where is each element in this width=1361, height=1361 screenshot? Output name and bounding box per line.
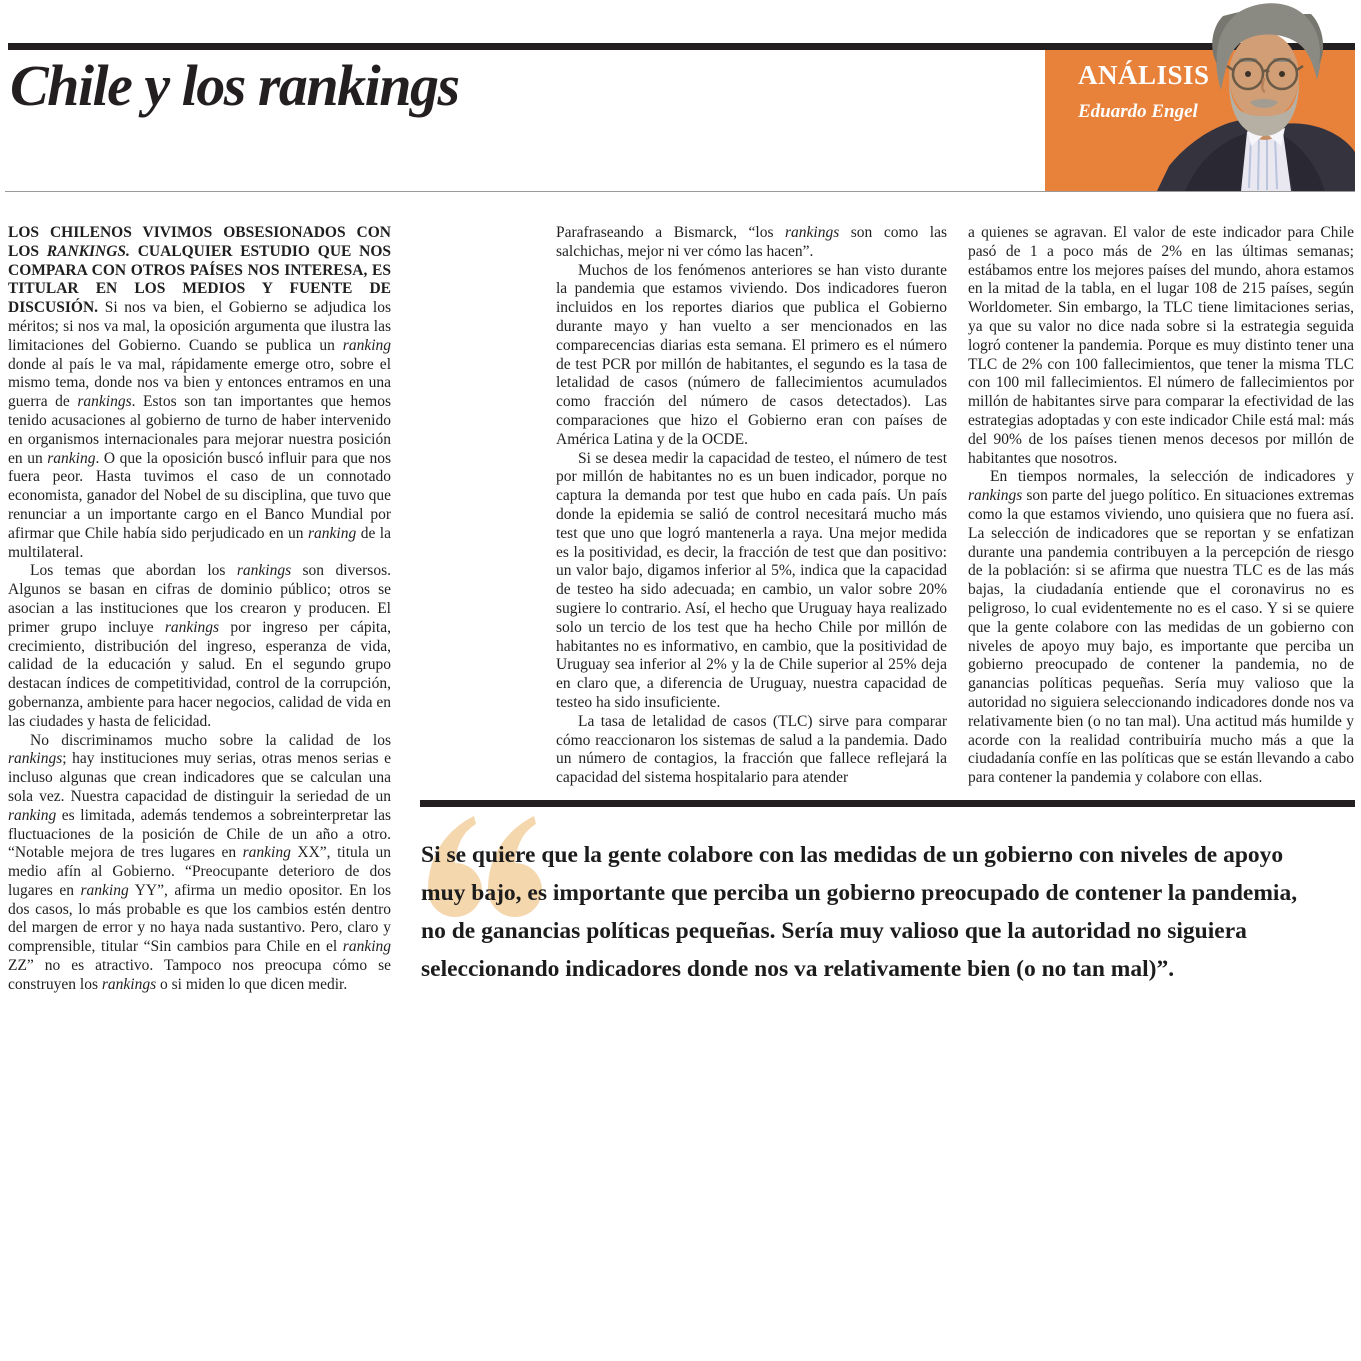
author-byline: Eduardo Engel — [1078, 101, 1198, 122]
paragraph: Los temas que abordan los rankings son diversos. Algunos se basan en cifras de dominio público; otros se asocian a las instituciones que los crearon y producen. El primer grupo incluye rankings por ingreso per cápita, crecimiento, distribución del ingreso, esperanza de vida, calidad de la educación y salud. En el segundo grupo destacan índices de competitividad, control de la corrupción, gobernanza, ambiente para hacer negocios, calidad de vida en las ciudades y hasta de felicidad. — [8, 562, 392, 730]
paragraph: La tasa de letalidad de casos (TLC) sirve para comparar cómo reaccionaron los sistemas de salud a la pandemia. Dado un número de contagios, la fracción que fallece reflejará la capacidad del sistema hospitalario para atender — [556, 712, 947, 787]
page-title: Chile y los rankings — [10, 53, 459, 118]
author-photo — [1155, 0, 1355, 191]
header-rule-thick — [8, 43, 1355, 50]
article-column-2 — [556, 224, 947, 788]
paragraph: En tiempos normales, la selección de indicadores y rankings son parte del juego político. En situaciones extremas como la que estamos viviendo, uno quisiera que no fuera así. La selección de indicadores que se reportan y se enfatizan durante una pandemia contribuyen a la percepción de riesgo de la población: si se afirma que nuestra TLC es de las más bajas, la ciudadanía entiende que el coronavirus no es peligroso, lo cual evidentemente no es el caso. Y si se quiere que la gente colabore con las medidas de un gobierno con niveles de apoyo muy bajo, es importante que perciba un gobierno preocupado de contener la pandemia, no de ganancias políticas pequeñas. Sería muy valioso que la autoridad no siguiera seleccionando indicadores donde nos va relativamente bien (o no tan mal). Una actitud más humilde y acorde con la realidad contribuiría mucho más a que la ciudadanía confíe en las políticas que se están llevando a cabo para contener la pandemia y colabore con ellas. — [968, 468, 1354, 787]
paragraph: No discriminamos mucho sobre la calidad de los rankings; hay instituciones muy serias, otras menos serias e incluso algunas que crean indicadores que se calculan una sola vez. Nuestra capacidad de distinguir la seriedad de un ranking es limitada, además tendemos a sobreinterpretar las fluctuaciones de la posición de Chile de un año a otro. “Notable mejora de tres lugares en ranking XX”, titula un medio afín al Gobierno. “Preocupante deterioro de dos lugares en ranking YY”, afirma un medio opositor. En los dos casos, lo más probable es que los cambios estén dentro del margen de error y no haya nada sustantivo. Pero, claro y comprensible, titular “Sin cambios para Chile en el ranking ZZ” no es atractivo. Tampoco nos preocupa cómo se construyen los rankings o si miden lo que dicen medir. — [8, 731, 391, 993]
header-rule-thin — [5, 191, 1355, 192]
article-column-3 — [968, 224, 1354, 788]
pull-quote-text: Si se quiere que la gente colabore con las medidas de un gobierno con niveles de apoyo muy bajo, es importante que perciba un gobierno preocupado de contener la pandemia, no de ganancias políticas pequeñas. Sería muy valioso que la autoridad no siguiera seleccionando indicadores donde nos va relativamente bien (o no tan mal)”. — [421, 842, 1298, 982]
article-column-1 — [8, 224, 391, 995]
pull-quote-rule — [420, 800, 1355, 807]
paragraph: a quienes se agravan. El valor de este indicador para Chile pasó de 1 a poco más de 2% en las últimas semanas; estábamos entre los mejores países del mundo, ahora estamos en la mitad de la tabla, en el lugar 108 de 215 países, según Worldometer. Sin embargo, la TLC tiene limitaciones serias, ya que su valor no dice nada sobre si la estrategia seguida logró contener la pandemia. Porque es muy distinto tener una TLC de 2% con 100 fallecimientos, que tener la misma TLC con 100 mil fallecimientos. El número de fallecimientos por millón de habitantes sirve para comparar la efectividad de las estrategias adoptadas y con este indicador Chile está mal: más del 90% de los países tienen menos decesos por millón de habitantes que nosotros. — [968, 224, 1354, 467]
paragraph: Muchos de los fenómenos anteriores se han visto durante la pandemia que estamos viviendo. Dos indicadores fueron incluidos en los reportes diarios que publica el Gobierno durante mayo y han vuelto a ser mencionados en las comparecencias diarias esta semana. El primero es el número de test PCR por millón de habitantes, el segundo es la tasa de letalidad de casos (número de fallecimientos acumulados como fracción del número de casos detectados). Las comparaciones que hizo el Gobierno eran con países de América Latina y de la OCDE. — [556, 261, 947, 448]
section-kicker: ANÁLISIS — [1078, 60, 1210, 90]
paragraph: LOS CHILENOS VIVIMOS OBSESIONADOS CON LOS RANKINGS. CUALQUIER ESTUDIO QUE NOS COMPARA CON OTROS PAÍSES NOS INTERESA, ES TITULAR EN LOS MEDIOS Y FUENTE DE DISCUSIÓN. Si nos va bien, el Gobierno se adjudica los méritos; si nos va mal, la oposición argumenta que ilustra las limitaciones del Gobierno. Cuando se publica un ranking donde al país le va mal, rápidamente emerge otro, sobre el mismo tema, donde nos va bien y entonces entramos en una guerra de rankings. Estos son tan importantes que hemos tenido acusaciones al gobierno de turno de haber intervenido en organismos internacionales para mejorar nuestra posición en un ranking. O que la oposición buscó influir para que nos fuera peor. Hasta tuvimos el caso de un connotado economista, ganador del Nobel de su disciplina, que tuvo que renunciar a un importante cargo en el Banco Mundial por afirmar que Chile había sido perjudicado en un ranking de la multilateral. — [8, 224, 391, 561]
paragraph: Parafraseando a Bismarck, “los rankings son como las salchichas, mejor ni ver cómo las hacen”. — [556, 224, 947, 260]
paragraph: Si se desea medir la capacidad de testeo, el número de test por millón de habitantes no es un buen indicador, porque no captura la demanda por test que hubo en cada país. Un país donde la epidemia se salió de control necesitará mucho más test que uno que logró mantenerla a raya. Una mejor medida es la positividad, es decir, la fracción de test que dan positivo: un valor bajo, digamos inferior al 5%, indica que la capacidad de testeo ha sido adecuada; en cambio, un valor sobre 20% sugiere lo contrario. Así, el hecho que Uruguay haya realizado solo un tercio de los test que ha hecho Chile por millón de habitantes no es informativo, en cambio, que la positividad de Uruguay sea inferior al 2% y la de Chile superior al 25% deja en claro que, a diferencia de Uruguay, nuestra capacidad de testeo ha sido insuficiente. — [556, 449, 947, 711]
author-portrait-illustration — [1155, 0, 1355, 191]
